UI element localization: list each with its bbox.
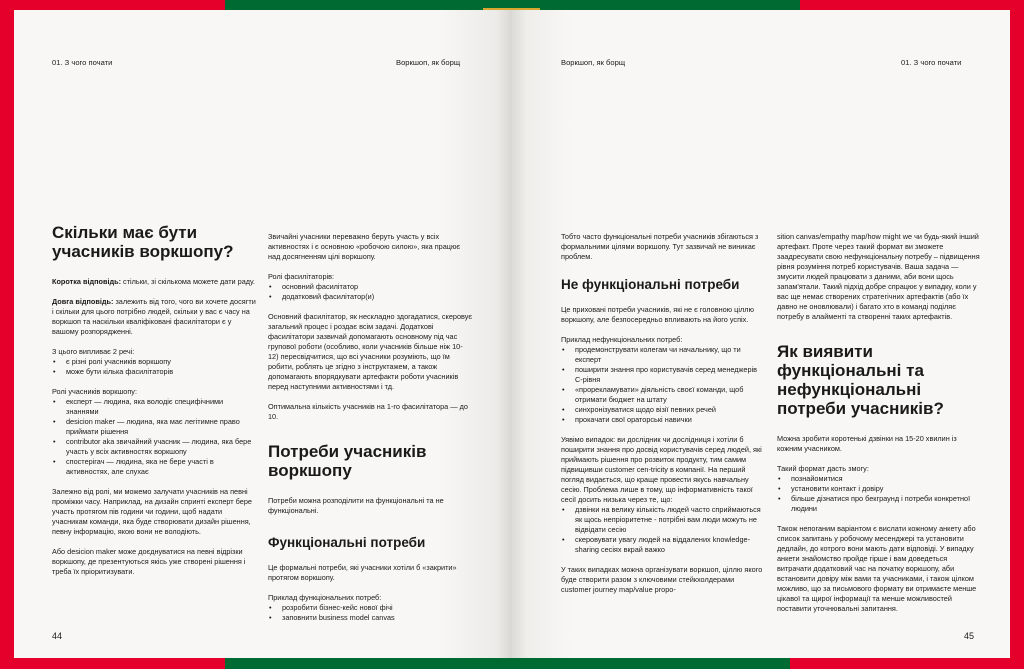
list-item: • «прорекламувати» діяльність своєї команди, щоб отримати бюджет на штату — [561, 385, 766, 405]
section-heading: Як виявити функціональні та нефункціональні потреби учасників? — [777, 342, 944, 418]
paragraph-lead: Довга відповідь: — [52, 297, 114, 306]
paragraph — [52, 347, 257, 357]
paragraph-text: Тобто часто функціональні потреби учасників збігаються з формальними цілями воркшопу. Тут зазвичай не виникає проблем. — [561, 232, 759, 261]
paragraph — [777, 232, 982, 322]
paragraph-text: sition canvas/empathy map/how might we чи будь-який інший артефакт. Проте через такий формат ви зможете заадресувати свою нефункціональну потребу – підвищення рівня розуміння потреб користувачів. Ваша задача — змусити людей працювати з даними, аби вони щось запам'ятали. Такий підхід добре спрацює у випадку, коли у вас ще немає створених стратегічних артефактів (або їх давно не оновлювали) і багато хто в команді поділяє потребу в алайменті та створенні таких артефактів. — [777, 232, 980, 321]
list-item: • розробити бізнес-кейс нової фічі — [268, 603, 473, 613]
list-item: • продемонструвати колегам чи начальнику, що ти експерт — [561, 345, 766, 365]
paragraph-text: залежить від того, чого ви хочете досягти і скільки для цього потрібно людей, скільки у вас є часу на воркшоп та наскільки кваліфіковані фасилітатори є у вашому розпорядженні. — [52, 297, 256, 336]
subsection-heading: Функціональні потреби — [268, 535, 426, 550]
background-green-bottom — [225, 658, 790, 669]
paragraph — [561, 435, 766, 505]
paragraph-text: Це формальні потреби, які учасники хотіли б «закрити» протягом воркшопу. — [268, 563, 457, 582]
paragraph — [561, 232, 766, 262]
paragraph-text: Також непоганим варіантом є вислати кожному анкету або список запитань у робочому месенджері та установити дедлайн, до котрого вони мають дати відповіді. У випадку анкети знайомство пройде гірше і вам доведеться витрачати додатковий час на початку воркшопу, аби встановити довіру між вами та учасниками, і також цілком можливо, що за письмового формату ви отримаєте менше цікавої та щирої інформації та менше можливостей поставити уточнювальні запитання. — [777, 524, 977, 613]
bullet-list — [52, 357, 257, 377]
left-page — [14, 10, 512, 658]
paragraph — [52, 387, 257, 397]
paragraph — [268, 312, 473, 392]
right-column-2 — [777, 232, 982, 624]
paragraph-text: У таких випадках можна організувати воркшоп, ціллю якого буде створити разом з ключовими стейкхолдерами customer journey map/value propo- — [561, 565, 763, 594]
list-item: • може бути кілька фасилітаторів — [52, 367, 257, 377]
paragraph-text: Основний фасилітатор, як нескладно здогадатися, скеровує загальний процес і роздає всім задачі. Додаткові фасилітатори зазвичай допомагають основному під час групової роботи (особливо, коли учасників більше ніж 10-12) пересвідчитися, що всі учасники розуміють, що їм робити, роблять це згідно з інструктажем, а також допомагають впорядкувати артефакти роботи учасників перед наступними активностями і тд. — [268, 312, 473, 391]
list-item: • дзвінки на велику кількість людей часто сприймаються як щось непріоритетне - потрібні вам люди можуть не відвідати сесію — [561, 505, 766, 535]
paragraph-text: Приклад нефункціональних потреб: — [561, 335, 683, 344]
list-item: • contributor aka звичайний учасник — людина, яка бере участь у всіх активностях воркшопу — [52, 437, 257, 457]
chapter-header: 01. З чого почати — [52, 58, 113, 67]
left-column-2 — [268, 232, 473, 633]
paragraph — [561, 565, 766, 595]
paragraph — [268, 232, 473, 262]
right-page — [512, 10, 1010, 658]
paragraph — [268, 593, 473, 603]
list-item: • спостерігач — людина, яка не бере участі в активностях, але слухає — [52, 457, 257, 477]
paragraph-text: Це приховані потреби учасників, які не є головною ціллю воркшопу, але безпосередньо впливають на його успіх. — [561, 305, 754, 324]
paragraph — [52, 277, 257, 287]
list-item: • поширити знання про користувачів серед менеджерів С-рівня — [561, 365, 766, 385]
book-title-header: Воркшоп, як борщ — [561, 58, 626, 67]
paragraph — [777, 434, 982, 454]
paragraph-text: З цього випливає 2 речі: — [52, 347, 135, 356]
paragraph-text: Можна зробити коротенькі дзвінки на 15-20 хвилин із кожним учасником. — [777, 434, 957, 453]
chapter-header: 01. З чого почати — [901, 58, 962, 67]
paragraph — [777, 524, 982, 614]
list-item: • синхронізуватися щодо візії певних речей — [561, 405, 766, 415]
bullet-list — [268, 603, 473, 623]
paragraph-text: Оптимальна кількість учасників на 1-го фасилітатора — до 10. — [268, 402, 468, 421]
bullet-list — [561, 345, 766, 425]
paragraph-text: Звичайні учасники переважно беруть участь у всіх активностях і є основною «робочою силою», яка працює над досягненням цілі воркшопу. — [268, 232, 461, 261]
paragraph-text: стільки, зі скількома можете дати раду. — [121, 277, 255, 286]
paragraph — [268, 402, 473, 422]
right-column-1 — [561, 232, 766, 605]
paragraph-text: Такий формат дасть змогу: — [777, 464, 869, 473]
paragraph — [268, 272, 473, 282]
paragraph-text: Або desicion maker може доєднуватися на певні відрізки воркшопу, де презентуються якісь уже створені рішення і треба їх пріоритизувати. — [52, 547, 246, 576]
list-item: • познайомитися — [777, 474, 982, 484]
paragraph — [52, 547, 257, 577]
list-item: • більше дізнатися про бекграунд і потреби конкретної людини — [777, 494, 982, 514]
bullet-list — [268, 282, 473, 302]
paragraph-text: Ролі учасників воркшопу: — [52, 387, 137, 396]
left-column-1 — [52, 223, 257, 587]
paragraph-text: Залежно від ролі, ми можемо залучати учасників на певні проміжки часу. Наприклад, на дизайн спринті експерт бере участь протягом пів години чи години, щоб надати учасникам команди, яка буде створювати дизайн рішення, певну інформацію, якою вони не володіють. — [52, 487, 252, 536]
list-item: • є різні ролі учасників воркшопу — [52, 357, 257, 367]
bullet-list — [52, 397, 257, 477]
paragraph — [268, 496, 473, 516]
list-item: • експерт — людина, яка володіє специфічними знаннями — [52, 397, 257, 417]
section-heading: Потреби учасників воркшопу — [268, 442, 427, 480]
list-item: • desicion maker — людина, яка має легітимне право приймати рішення — [52, 417, 257, 437]
paragraph — [52, 297, 257, 337]
paragraph — [52, 487, 257, 537]
paragraph-text: Уявімо випадок: ви дослідник чи дослідниця і хотіли б поширити знання про досвід користувачів серед людей, які приймають рішення про розвиток продукту, тим самим підвищивши customer cen-tricity в компанії. На перший погляд видається, що краще провести якусь навчальну сесію. Проблема лише в тому, що інформативність такої сесії досить низька через те, що: — [561, 435, 762, 504]
list-item: • основний фасилітатор — [268, 282, 473, 292]
bullet-list — [777, 474, 982, 514]
list-item: • додатковий фасилітатор(и) — [268, 292, 473, 302]
list-item: • прокачати свої ораторські навички — [561, 415, 766, 425]
list-item: • установити контакт і довіру — [777, 484, 982, 494]
paragraph-text: Ролі фасилітаторів: — [268, 272, 335, 281]
page-number: 44 — [52, 631, 63, 641]
list-item: • скеровувати увагу людей на віддалених knowledge-sharing сесіях вкрай важко — [561, 535, 766, 555]
paragraph-text: Потреби можна розподілити на функціональні та не функціональні. — [268, 496, 444, 515]
list-item: • заповнити business model canvas — [268, 613, 473, 623]
bullet-list — [561, 505, 766, 555]
paragraph-lead: Коротка відповідь: — [52, 277, 122, 286]
section-heading: Скільки має бути учасників воркшопу? — [52, 223, 234, 261]
page-number: 45 — [964, 631, 975, 641]
paragraph-text: Приклад функціональних потреб: — [268, 593, 382, 602]
paragraph — [777, 464, 982, 474]
paragraph — [561, 305, 766, 325]
book-title-header: Воркшоп, як борщ — [396, 58, 461, 67]
paragraph — [268, 563, 473, 583]
paragraph — [561, 335, 766, 345]
subsection-heading: Не функціональні потреби — [561, 277, 740, 292]
